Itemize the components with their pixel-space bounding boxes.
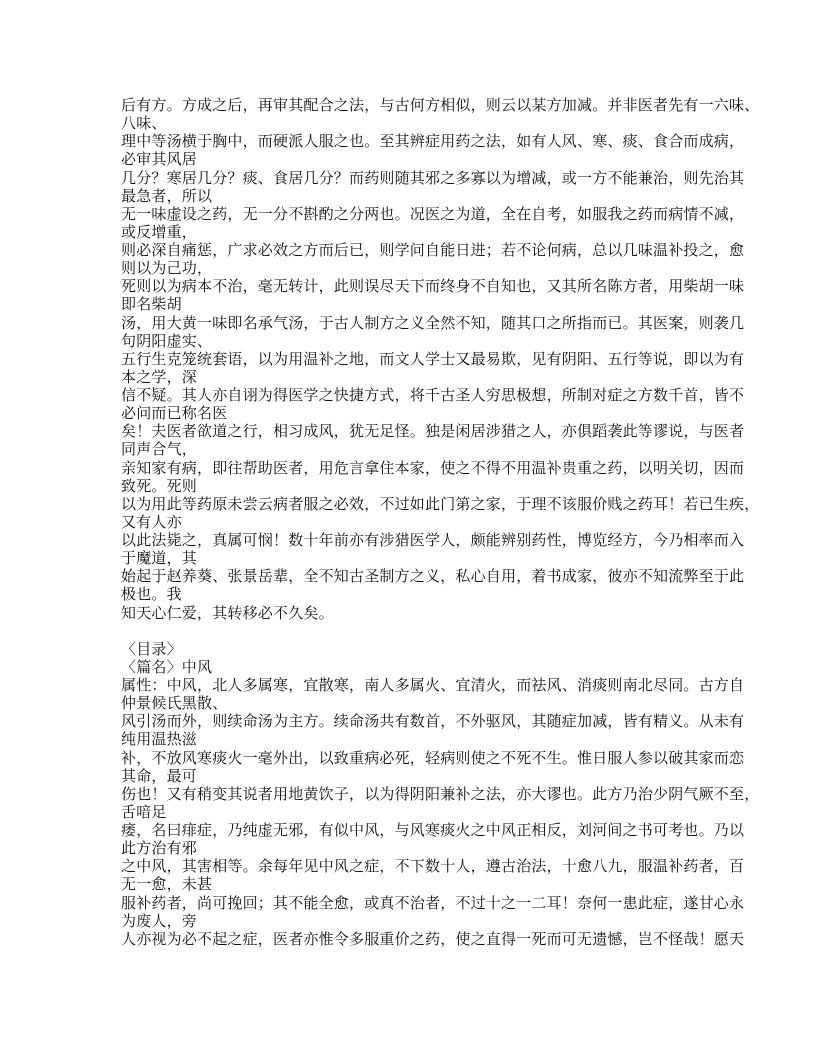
document-page bbox=[121, 96, 760, 948]
text-line: 必问而已称名医 bbox=[121, 404, 228, 423]
text-line: 矣！夫医者欲道之行，相习成风，犹无足怪。独是闲居涉猎之人，亦俱蹈袭此等谬说，与医者 bbox=[121, 422, 745, 441]
text-line: 以为用此等药原未尝云病者服之必效，不过如此门第之家，于理不该服价贱之药耳！若已生疾， bbox=[121, 494, 760, 513]
text-line: 则以为己功， bbox=[121, 259, 213, 278]
text-line: 或反增重， bbox=[121, 222, 198, 241]
text-line: 之中风，其害相等。余每年见中风之症，不下数十人，遵古治法，十愈八九，服温补药者，百 bbox=[121, 857, 745, 876]
text-line: 纯用温热滋 bbox=[121, 730, 198, 749]
text-line: 痿，名曰痱症，乃纯虚无邪，有似中风，与风寒痰火之中风正相反，刘河间之书可考也。乃以 bbox=[121, 821, 745, 839]
text-line: 本之学，深 bbox=[121, 367, 198, 386]
text-line: 无一味虚设之药，无一分不斟酌之分两也。况医之为道，全在自考，如服我之药而病情不减， bbox=[121, 204, 745, 223]
text-line: 句阴阳虚实、 bbox=[121, 331, 213, 350]
text-line: 人亦视为必不起之症，医者亦惟令多服重价之药，使之直得一死而可无遗憾，岂不怪哉！愿天 bbox=[121, 929, 745, 948]
text-line: 致死。死则 bbox=[121, 476, 198, 495]
text-line: 死则以为病本不治，毫无转计，此则误尽天下而终身不自知也，又其所名陈方者，用柴胡一味 bbox=[121, 277, 745, 296]
text-line: 风引汤而外，则续命汤为主方。续命汤共有数首，不外驱风，其随症加减，皆有精义。从未有 bbox=[121, 712, 745, 731]
text-line: 为废人，旁 bbox=[121, 911, 198, 930]
text-line: 信不疑。其人亦自诩为得医学之快捷方式，将千古圣人穷思极想，所制对症之方数千首，皆不 bbox=[121, 386, 745, 404]
text-line: 五行生克笼统套语，以为用温补之地，而文人学士又最易欺，见有阴阳、五行等说，即以为有 bbox=[121, 349, 745, 368]
text-line: 伤也！又有稍变其说者用地黄饮子，以为得阴阳兼补之法，亦大谬也。此方乃治少阴气厥不至， bbox=[121, 784, 760, 803]
text-line: 始起于赵养葵、张景岳辈，全不知古圣制方之义，私心自用，着书成家，彼亦不知流弊至于此 bbox=[121, 567, 745, 586]
text-line: 服补药者，尚可挽回；其不能全愈，或真不治者，不过十之一二耳！奈何一患此症，遂甘心永 bbox=[121, 893, 745, 912]
text-line: 即名柴胡 bbox=[121, 295, 182, 314]
text-line: 最急者，所以 bbox=[121, 186, 213, 205]
text-line: 补，不放风寒痰火一毫外出，以致重病必死，轻病则使之不死不生。惟日服人参以破其家而恋 bbox=[121, 748, 745, 767]
text-line: 〈篇名〉中风 bbox=[121, 657, 213, 676]
text-line: 以此法毙之，真属可悯！数十年前亦有涉猎医学人，颇能辨别药性，博览经方，今乃相率而入 bbox=[121, 531, 745, 549]
text-line: 其命，最可 bbox=[121, 766, 198, 785]
blank-line bbox=[121, 622, 721, 640]
text-line: 必审其风居 bbox=[121, 150, 198, 169]
text-line: 极也。我 bbox=[121, 585, 182, 604]
text-line: 八味、 bbox=[121, 114, 167, 133]
text-line: 于魔道，其 bbox=[121, 549, 198, 568]
text-line: 〈目录〉 bbox=[121, 639, 182, 658]
text-line: 仲景候氏黑散、 bbox=[121, 694, 228, 713]
text-line: 后有方。方成之后，再审其配合之法，与古何方相似，则云以某方加减。并非医者先有一六味、 bbox=[121, 96, 760, 114]
text-line: 无一愈，未甚 bbox=[121, 875, 213, 894]
text-line: 属性：中风，北人多属寒，宜散寒，南人多属火、宜清火，而祛风、消痰则南北尽同。古方自 bbox=[121, 676, 745, 694]
text-line: 又有人亦 bbox=[121, 512, 182, 531]
text-line: 汤，用大黄一味即名承气汤，于古人制方之义全然不知，随其口之所指而已。其医案，则袭几 bbox=[121, 313, 745, 332]
text-line: 几分？寒居几分？痰、食居几分？而药则随其邪之多寡以为增减，或一方不能兼治，则先治其 bbox=[121, 168, 745, 187]
text-line: 此方治有邪 bbox=[121, 839, 198, 858]
text-line: 知天心仁爱，其转移必不久矣。 bbox=[121, 603, 334, 622]
text-line: 舌喑足 bbox=[121, 802, 167, 821]
text-line: 则必深自痛惩，广求必效之方而后已，则学问自能日进；若不论何病，总以几味温补投之，愈 bbox=[121, 241, 745, 259]
text-line: 同声合气， bbox=[121, 440, 198, 459]
text-line: 亲知家有病，即往帮助医者，用危言拿住本家，使之不得不用温补贵重之药，以明关切，因而 bbox=[121, 458, 745, 477]
text-line: 理中等汤横于胸中，而硬派人服之也。至其辨症用药之法，如有人风、寒、痰、食合而成病， bbox=[121, 132, 745, 151]
